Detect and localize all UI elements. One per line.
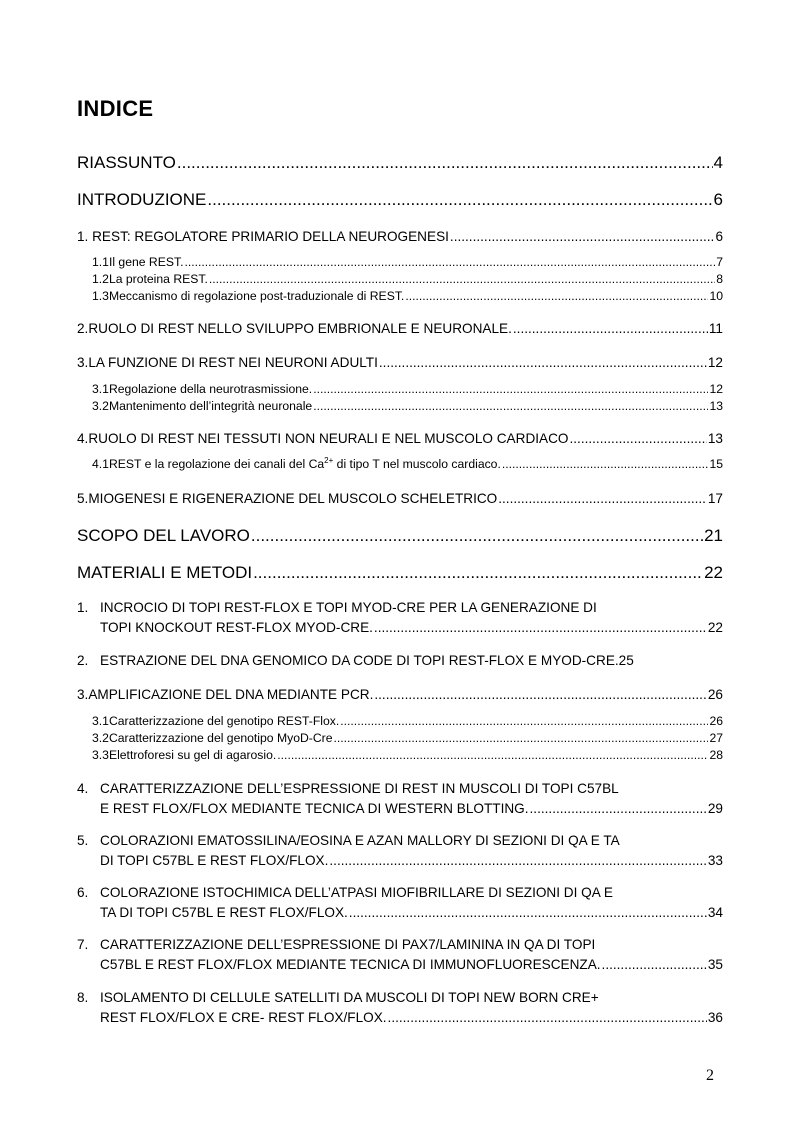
- toc-entry-label: 3.2Mantenimento dell’integrità neuronale: [92, 399, 313, 413]
- dot-leader: [388, 1008, 707, 1028]
- toc-entry-label: 1. REST: REGOLATORE PRIMARIO DELLA NEUROGENESI: [77, 229, 449, 244]
- toc-page-number: 7: [716, 255, 723, 269]
- toc-page-number: 25: [618, 653, 634, 668]
- toc-page-number: 28: [709, 748, 723, 762]
- toc-entry-metodi-7[interactable]: [77, 935, 723, 975]
- toc-entry-riassunto[interactable]: [77, 152, 723, 174]
- toc-entry-intro-4-1[interactable]: [92, 455, 723, 474]
- toc-entry-number: 4.: [77, 781, 89, 796]
- toc-entry-label: [92, 455, 501, 474]
- toc-entry-label: 3.1Regolazione della neurotrasmissione.: [92, 382, 313, 396]
- dot-leader: [251, 525, 703, 547]
- toc-entry-label: RUOLO DI REST NEI TESSUTI NON NEURALI E NEL MUSCOLO CARDIACO: [88, 431, 569, 446]
- dot-leader: [379, 353, 707, 373]
- dot-leader: [498, 489, 707, 509]
- toc-entry-number: 8.: [77, 990, 89, 1005]
- dot-leader: [405, 287, 708, 306]
- toc-entry-intro-3[interactable]: [77, 353, 723, 373]
- dot-leader: [177, 152, 713, 174]
- toc-entry-metodi-4[interactable]: [77, 779, 723, 819]
- toc-page-number: 6: [715, 229, 723, 244]
- toc-page-number: 10: [709, 289, 723, 303]
- dot-leader: [450, 227, 715, 247]
- toc-entry-metodi-1[interactable]: [77, 598, 723, 638]
- toc-page-number: 26: [707, 687, 723, 702]
- dot-leader: [530, 799, 707, 819]
- toc-entry-number: 3.: [77, 355, 89, 370]
- toc-page-number: 12: [709, 382, 723, 396]
- toc-entry-label: MATERIALI E METODI: [77, 563, 253, 582]
- dot-leader: [253, 562, 703, 584]
- dot-leader: [374, 685, 707, 705]
- toc-entry-label-cont: C57BL E REST FLOX/FLOX MEDIANTE TECNICA DI IMMUNOFLUORESCENZA.: [100, 957, 601, 972]
- toc-entry-metodi-6[interactable]: [77, 883, 723, 923]
- toc-entry-number: 2.: [77, 321, 89, 336]
- toc-entry-materiali[interactable]: [77, 562, 723, 584]
- toc-entry-label: RIASSUNTO: [77, 153, 176, 172]
- toc-entry-intro-3-2[interactable]: [92, 397, 723, 416]
- toc-page-number: 4: [713, 153, 723, 172]
- toc-page-number: 33: [707, 853, 723, 868]
- toc-entry-label: CARATTERIZZAZIONE DELL’ESPRESSIONE DI PAX7/LAMININA IN QA DI TOPI: [100, 937, 596, 952]
- dot-leader: [602, 955, 707, 975]
- toc-page-number: 17: [707, 491, 723, 506]
- toc-entry-metodi-3[interactable]: [77, 685, 723, 705]
- superscript: 2+: [324, 456, 334, 465]
- toc-entry-label: CARATTERIZZAZIONE DELL’ESPRESSIONE DI REST IN MUSCOLI DI TOPI C57BL: [100, 781, 619, 796]
- toc-entry-label-cont: TA DI TOPI C57BL E REST FLOX/FLOX.: [100, 905, 348, 920]
- toc-page-number: 21: [704, 526, 723, 545]
- dot-leader: [277, 746, 708, 765]
- toc-page-number: 8: [716, 272, 723, 286]
- toc-entry-label: 3.1Caratterizzazione del genotipo REST-Flox.: [92, 714, 340, 728]
- toc-entry-label: MIOGENESI E RIGENERAZIONE DEL MUSCOLO SCHELETRICO: [88, 491, 498, 506]
- toc-entry-intro-4[interactable]: [77, 429, 723, 449]
- toc-page-number: 27: [709, 731, 723, 745]
- toc-entry-number: 5.: [77, 491, 89, 506]
- toc-entry-label: COLORAZIONE ISTOCHIMICA DELL’ATPASI MIOFIBRILLARE DI SEZIONI DI QA E: [100, 885, 613, 900]
- toc-page-number: 29: [707, 801, 723, 816]
- toc-entry-number: 7.: [77, 937, 89, 952]
- toc-page-number: 13: [707, 431, 723, 446]
- toc-entry-label-cont: REST FLOX/FLOX E CRE- REST FLOX/FLOX.: [100, 1010, 387, 1025]
- toc-page-number: 35: [707, 957, 723, 972]
- dot-leader: [502, 455, 709, 474]
- dot-leader: [374, 618, 707, 638]
- dot-leader: [329, 851, 706, 871]
- dot-leader: [570, 429, 707, 449]
- toc-entry-intro-1[interactable]: [77, 227, 723, 247]
- dot-leader: [349, 903, 707, 923]
- toc-page-number: 34: [707, 905, 723, 920]
- toc-entry-label: 3.3Elettroforesi su gel di agarosio.: [92, 748, 277, 762]
- toc-entry-metodi-8[interactable]: [77, 988, 723, 1028]
- toc-entry-label-cont: DI TOPI C57BL E REST FLOX/FLOX.: [100, 853, 329, 868]
- toc-entry-intro-5[interactable]: [77, 489, 723, 509]
- toc-entry-intro-1-3[interactable]: [92, 287, 723, 306]
- toc-page-number: 26: [709, 714, 723, 728]
- toc-page-number: 36: [707, 1010, 723, 1025]
- toc-entry-label: SCOPO DEL LAVORO: [77, 526, 250, 545]
- toc-entry-label: INCROCIO DI TOPI REST-FLOX E TOPI MYOD-CRE PER LA GENERAZIONE DI: [100, 600, 597, 615]
- toc-entry-number: 3.: [77, 687, 89, 702]
- toc-entry-label: 1.3Meccanismo di regolazione post-traduzionale di REST.: [92, 289, 405, 303]
- toc-entry-number: 4.: [77, 431, 89, 446]
- toc-entry-label: INTRODUZIONE: [77, 190, 207, 209]
- dot-leader: [207, 189, 712, 211]
- toc-entry-number: 6.: [77, 885, 89, 900]
- toc-entry-number: 2.: [77, 653, 89, 668]
- toc-page-number: 12: [707, 355, 723, 370]
- toc-entry-number: 1.: [77, 600, 89, 615]
- toc-entry-label: ESTRAZIONE DEL DNA GENOMICO DA CODE DI TOPI REST-FLOX E MYOD-CRE.: [100, 653, 619, 668]
- toc-entry-label: RUOLO DI REST NELLO SVILUPPO EMBRIONALE E NEURONALE.: [88, 321, 512, 336]
- toc-entry-label-part: 4.1REST e la regolazione dei canali del Ca: [92, 457, 325, 471]
- page-number: 2: [706, 1067, 714, 1084]
- toc-entry-label: 3.2Caratterizzazione del genotipo MyoD-Cre: [92, 731, 333, 745]
- toc-page-number: 13: [709, 399, 723, 413]
- toc-entry-label-cont: TOPI KNOCKOUT REST-FLOX MYOD-CRE.: [100, 620, 373, 635]
- toc-entry-label-cont: E REST FLOX/FLOX MEDIANTE TECNICA DI WESTERN BLOTTING.: [100, 801, 529, 816]
- dot-leader: [313, 397, 708, 416]
- page-title: INDICE: [77, 96, 154, 121]
- toc-entry-metodi-5[interactable]: [77, 831, 723, 871]
- toc-entry-metodi-2[interactable]: [77, 651, 737, 671]
- toc-page-number: 15: [709, 457, 723, 471]
- toc-entry-intro-2[interactable]: [77, 319, 723, 339]
- toc-entry-introduzione[interactable]: [77, 189, 723, 211]
- toc-entry-metodi-3-3[interactable]: [92, 746, 723, 765]
- toc-page-number: 22: [707, 620, 723, 635]
- toc-page-number: 11: [708, 321, 723, 336]
- toc-entry-scopo[interactable]: [77, 525, 723, 547]
- dot-leader: [513, 319, 708, 339]
- toc-entry-label: 1.2La proteina REST.: [92, 272, 208, 286]
- toc-entry-label: 1.1Il gene REST.: [92, 255, 184, 269]
- toc-page-number: 22: [704, 563, 723, 582]
- toc-entry-label: AMPLIFICAZIONE DEL DNA MEDIANTE PCR.: [88, 687, 374, 702]
- toc-entry-label: COLORAZIONI EMATOSSILINA/EOSINA E AZAN MALLORY DI SEZIONI DI QA E TA: [100, 833, 620, 848]
- toc-entry-label-part: di tipo T nel muscolo cardiaco.: [333, 457, 501, 471]
- toc-entry-label: LA FUNZIONE DI REST NEI NEURONI ADULTI: [88, 355, 378, 370]
- toc-entry-number: 5.: [77, 833, 89, 848]
- toc-page-number: 6: [713, 190, 723, 209]
- toc-entry-label: ISOLAMENTO DI CELLULE SATELLITI DA MUSCOLI DI TOPI NEW BORN CRE+: [100, 990, 599, 1005]
